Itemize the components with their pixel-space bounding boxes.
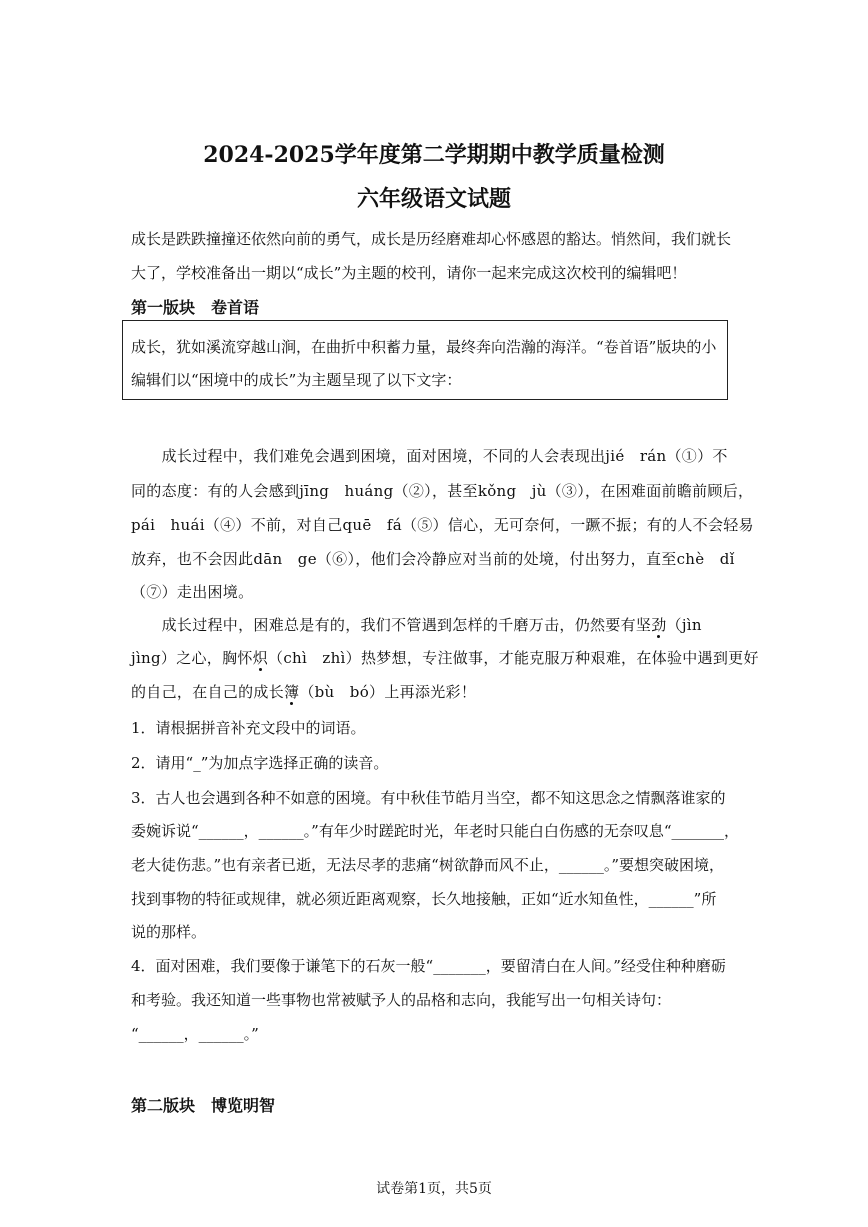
question-line: 3．古人也会遇到各种不如意的困境。有中秋佳节皓月当空，都不知这思念之情飘落谁家的 xyxy=(131,789,726,807)
passage2-text: jìng）之心，胸怀 xyxy=(131,649,253,667)
intro-line: 成长是跌跌撞撞还依然向前的勇气，成长是历经磨难却心怀感恩的豁达。悄然间，我们就长 xyxy=(131,230,732,248)
box-line: 编辑们以“困境中的成长”为主题呈现了以下文字： xyxy=(131,371,462,389)
question-line: 说的那样。 xyxy=(131,923,207,941)
exam-subtitle: 六年级语文试题 xyxy=(356,186,511,212)
intro-line: 大了，学校准备出一期以“成长”为主题的校刊，请你一起来完成这次校刊的编辑吧！ xyxy=(131,264,687,282)
question-line: 老大徒伤悲。”也有亲者已逝，无法尽孝的悲痛“树欲静而风不止，______。”要想突破困境， xyxy=(131,856,725,874)
passage1-line: （⑦）走出困境。 xyxy=(131,583,254,601)
passage2-text: 的自己，在自己的成长 xyxy=(131,683,285,701)
passage2-line xyxy=(131,647,759,668)
question-line: 2．请用“_”为加点字选择正确的读音。 xyxy=(131,754,389,772)
question-line: 委婉诉说“______，______。”有年少时蹉跎时光，年老时只能白白伤感的无奈叹息“_______， xyxy=(131,822,740,840)
page-footer: 试卷第1页，共5页 xyxy=(376,1181,492,1197)
exam-title: 2024-2025学年度第二学期期中教学质量检测 xyxy=(203,142,665,168)
box-line: 成长，犹如溪流穿越山涧，在曲折中积蓄力量，最终奔向浩瀚的海洋。“卷首语”版块的小 xyxy=(131,338,717,356)
question-line: 1．请根据拼音补充文段中的词语。 xyxy=(131,719,366,737)
passage2-text: 成长过程中，困难总是有的，我们不管遇到怎样的千磨万击，仍然要有坚 xyxy=(131,616,652,634)
dotted-char: 炽 xyxy=(252,649,269,667)
passage1-line: 放弃，也不会因此dān ge（⑥），他们会冷静应对当前的处境，付出努力，直至chè dǐ xyxy=(131,550,735,568)
dotted-char: 簿 xyxy=(284,683,300,701)
passage2-line xyxy=(131,614,702,635)
passage1-line: 同的态度：有的人会感到jīng huáng（②），甚至kǒng jù（③），在困难面前瞻前顾后， xyxy=(131,482,754,500)
passage1-line: 成长过程中，我们难免会遇到困境，面对困境，不同的人会表现出jié rán（①）不 xyxy=(131,447,728,465)
question-line: 找到事物的特征或规律，就必须近距离观察，长久地接触，正如“近水知鱼性，______”所 xyxy=(131,890,717,908)
section-heading-2: 第二版块 博览明智 xyxy=(131,1096,276,1115)
passage2-line xyxy=(131,681,476,702)
section-heading-1: 第一版块 卷首语 xyxy=(131,298,260,317)
passage2-text: （jìn xyxy=(666,616,702,634)
passage2-text: （chì zhì）热梦想，专注做事，才能克服万种艰难，在体验中遇到更好 xyxy=(268,649,759,667)
dotted-char: 劲 xyxy=(651,616,667,634)
passage2-text: （bù bó）上再添光彩！ xyxy=(299,683,477,701)
question-line: 4．面对困难，我们要像于谦笔下的石灰一般“_______，要留清白在人间。”经受住种种磨砺 xyxy=(131,957,726,975)
passage1-line: pái huái（④）不前，对自己quē fá（⑤）信心，无可奈何，一蹶不振；有的人不会轻易 xyxy=(131,516,754,534)
question-line: 和考验。我还知道一些事物也常被赋予人的品格和志向，我能写出一句相关诗句： xyxy=(131,991,672,1009)
question-line: “______，______。” xyxy=(131,1025,259,1043)
